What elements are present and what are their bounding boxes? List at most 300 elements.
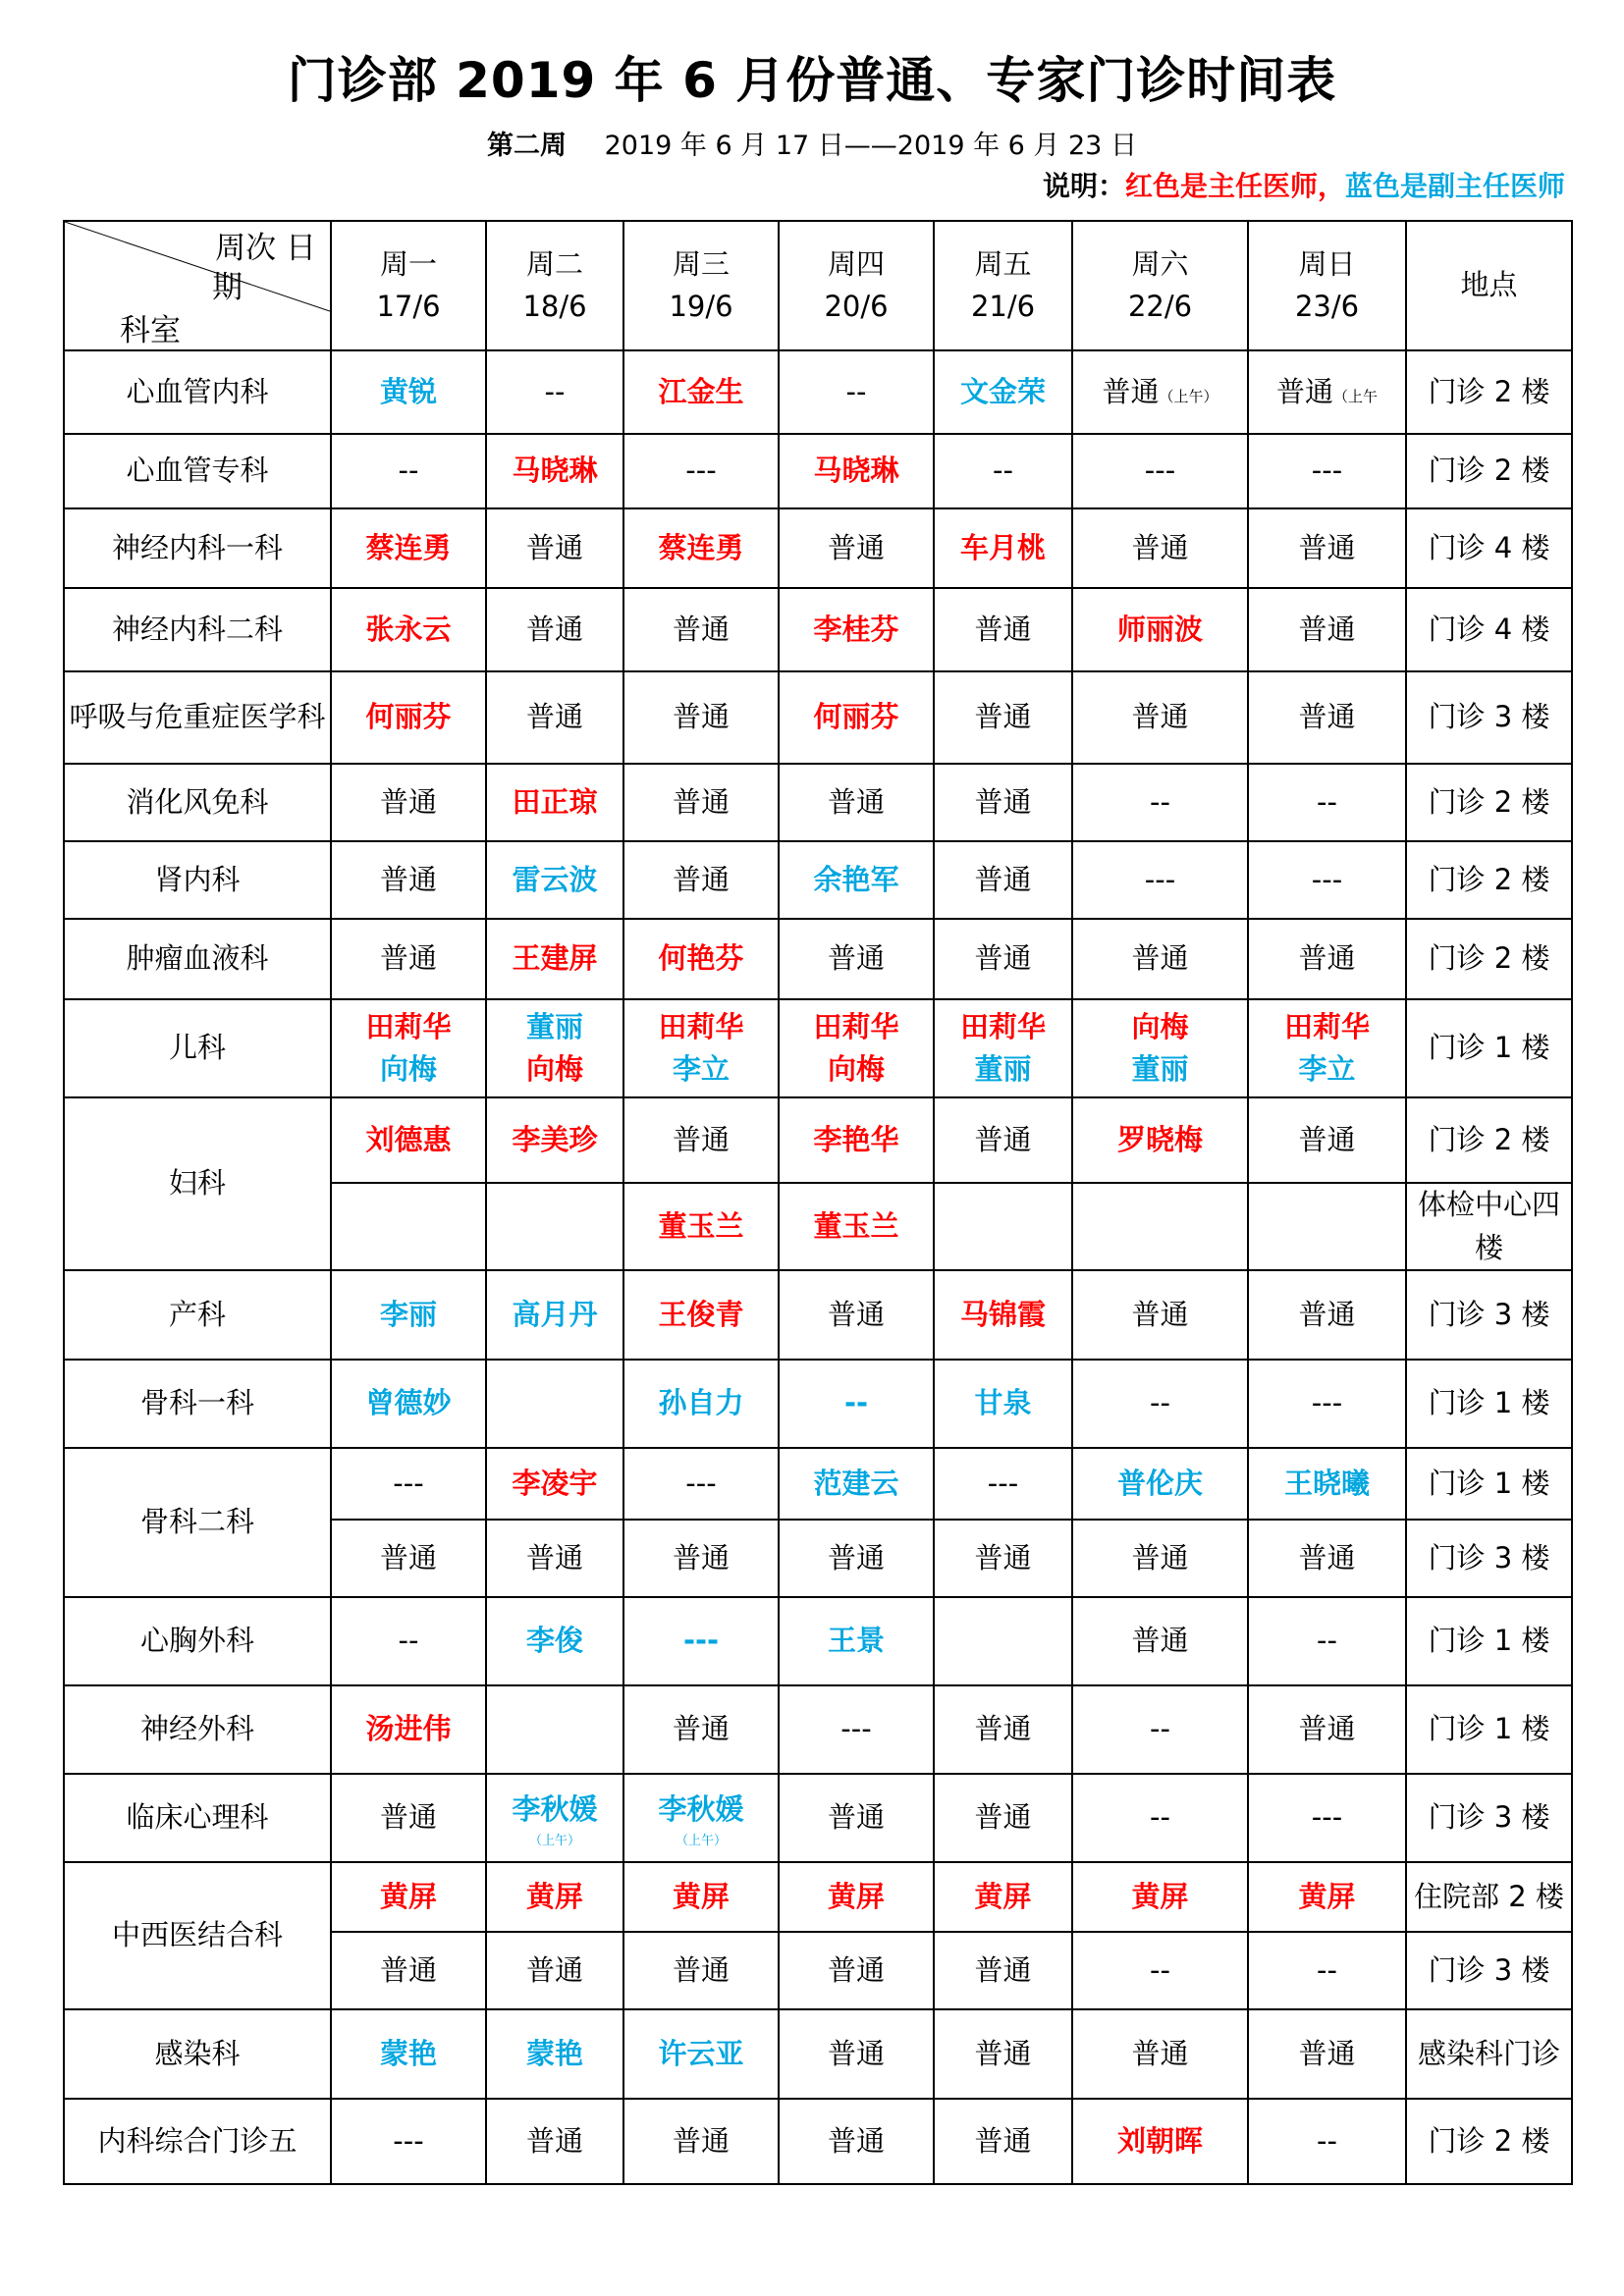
location-cell: 门诊 1 楼 <box>1406 1597 1572 1685</box>
clinic-type: 普通 <box>827 2123 885 2158</box>
clinic-type: 普通 <box>974 784 1032 819</box>
clinic-type: 普通 <box>1298 1540 1356 1575</box>
schedule-cell <box>331 1360 486 1448</box>
doctor-name: 甘泉 <box>974 1386 1032 1420</box>
doctor-name: 王景 <box>827 1624 885 1658</box>
schedule-cell <box>779 919 934 999</box>
day-header-wed <box>623 221 779 350</box>
day-name: 周三 <box>672 246 730 281</box>
schedule-cell <box>486 350 623 434</box>
clinic-type: --- <box>1311 1800 1343 1835</box>
location-header: 地点 <box>1406 221 1572 350</box>
clinic-type: 普通 <box>827 1952 885 1987</box>
doctor-name: 江金生 <box>658 374 744 408</box>
schedule-cell <box>1072 999 1248 1097</box>
day-name: 周六 <box>1131 246 1189 281</box>
clinic-type: -- <box>1317 2123 1337 2158</box>
schedule-cell <box>331 1097 486 1183</box>
clinic-type: --- <box>1144 454 1176 488</box>
clinic-type: -- <box>1317 1952 1337 1987</box>
schedule-cell <box>1248 1774 1406 1862</box>
schedule-cell <box>486 1685 623 1774</box>
schedule-cell <box>486 764 623 841</box>
schedule-cell <box>1248 1183 1406 1270</box>
clinic-type: -- <box>845 374 867 408</box>
doctor-name: 田莉华 <box>658 1009 744 1043</box>
clinic-type: 普通 <box>1275 374 1333 408</box>
schedule-cell <box>1072 1685 1248 1774</box>
header-row <box>64 221 1572 350</box>
schedule-cell <box>331 671 486 764</box>
schedule-cell <box>623 434 779 508</box>
clinic-type: 普通 <box>974 862 1032 896</box>
location-cell: 体检中心四楼 <box>1406 1183 1572 1270</box>
department-name: 心血管专科 <box>64 434 331 508</box>
clinic-type: 普通 <box>1298 2036 1356 2070</box>
schedule-cell <box>1072 434 1248 508</box>
clinic-type: 普通 <box>525 530 583 564</box>
clinic-type: 普通 <box>1298 530 1356 564</box>
schedule-cell <box>1248 841 1406 919</box>
location-cell: 门诊 1 楼 <box>1406 999 1572 1097</box>
doctor-name: 汤进伟 <box>365 1712 452 1746</box>
clinic-type: 普通 <box>672 1952 730 1987</box>
table-row <box>64 841 1572 919</box>
doctor-name: 黄锐 <box>379 374 437 408</box>
clinic-type: --- <box>685 1466 717 1500</box>
schedule-cell <box>934 841 1072 919</box>
clinic-type: --- <box>840 1712 872 1746</box>
schedule-cell <box>623 1862 779 1932</box>
clinic-type: -- <box>398 1624 419 1658</box>
doctor-name: 孙自力 <box>658 1386 744 1420</box>
location-cell: 门诊 3 楼 <box>1406 671 1572 764</box>
schedule-cell <box>934 671 1072 764</box>
clinic-type: 普通 <box>672 784 730 819</box>
day-header-fri <box>934 221 1072 350</box>
clinic-type: 普通 <box>1298 612 1356 646</box>
clinic-type: 普通 <box>379 941 437 976</box>
day-name: 周五 <box>974 246 1032 281</box>
schedule-cell <box>623 1360 779 1448</box>
clinic-type: 普通 <box>672 700 730 734</box>
schedule-cell <box>1248 1932 1406 2009</box>
doctor-name: 余艳军 <box>813 862 899 896</box>
schedule-cell <box>934 1685 1072 1774</box>
clinic-type: 普通 <box>974 2123 1032 2158</box>
schedule-cell <box>331 508 486 588</box>
table-row <box>64 919 1572 999</box>
schedule-cell <box>331 350 486 434</box>
department-name: 骨科一科 <box>64 1360 331 1448</box>
doctor-name: 向梅 <box>1131 1009 1189 1043</box>
clinic-type: -- <box>544 374 566 408</box>
clinic-type: 普通 <box>672 2123 730 2158</box>
doctor-name: 马锦霞 <box>959 1297 1046 1331</box>
schedule-cell <box>331 764 486 841</box>
doctor-name: 李秋媛 <box>658 1791 744 1826</box>
day-name: 周二 <box>525 246 583 281</box>
schedule-cell <box>331 1520 486 1597</box>
day-date: 18/6 <box>522 290 587 323</box>
table-row <box>64 1448 1572 1520</box>
schedule-cell <box>486 1183 623 1270</box>
doctor-name: 李艳华 <box>813 1122 899 1156</box>
clinic-type: 普通 <box>974 700 1032 734</box>
doctor-name: 田正琼 <box>512 784 598 819</box>
schedule-cell <box>1072 764 1248 841</box>
schedule-cell <box>779 764 934 841</box>
schedule-cell <box>1072 1862 1248 1932</box>
schedule-cell <box>934 2009 1072 2099</box>
doctor-name: 李秋媛 <box>512 1791 598 1826</box>
location-cell: 门诊 1 楼 <box>1406 1448 1572 1520</box>
day-name: 周四 <box>827 246 885 281</box>
day-date: 19/6 <box>669 290 733 323</box>
department-name: 中西医结合科 <box>64 1862 331 2009</box>
table-row <box>64 1097 1572 1183</box>
schedule-cell <box>779 588 934 671</box>
schedule-cell <box>779 1183 934 1270</box>
location-cell: 门诊 2 楼 <box>1406 434 1572 508</box>
location-cell: 门诊 2 楼 <box>1406 350 1572 434</box>
schedule-cell <box>1072 1360 1248 1448</box>
clinic-type: 普通 <box>974 1540 1032 1575</box>
location-cell: 门诊 2 楼 <box>1406 1097 1572 1183</box>
schedule-cell <box>331 1597 486 1685</box>
doctor-name: 何丽芬 <box>813 700 899 734</box>
schedule-cell <box>623 2009 779 2099</box>
doctor-name: 王建屏 <box>512 941 598 976</box>
clinic-type: 普通 <box>672 1122 730 1156</box>
doctor-name: 黄屏 <box>827 1879 885 1913</box>
schedule-cell <box>331 1448 486 1520</box>
clinic-type: -- <box>1150 784 1170 819</box>
schedule-cell <box>779 1270 934 1360</box>
schedule-cell <box>1248 764 1406 841</box>
schedule-cell <box>486 841 623 919</box>
schedule-cell <box>331 1685 486 1774</box>
doctor-name: 曾德妙 <box>365 1386 452 1420</box>
schedule-cell <box>331 2009 486 2099</box>
schedule-cell <box>331 588 486 671</box>
clinic-type: 普通 <box>1131 2036 1189 2070</box>
schedule-cell <box>1072 919 1248 999</box>
doctor-name: 蒙艳 <box>379 2036 437 2070</box>
schedule-cell <box>623 1097 779 1183</box>
schedule-cell <box>623 1270 779 1360</box>
schedule-cell <box>934 588 1072 671</box>
clinic-type: 普通 <box>1298 1122 1356 1156</box>
location-cell: 门诊 2 楼 <box>1406 2099 1572 2184</box>
clinic-type: -- <box>1317 784 1337 819</box>
schedule-cell <box>486 671 623 764</box>
schedule-cell <box>934 508 1072 588</box>
department-name: 感染科 <box>64 2009 331 2099</box>
schedule-cell <box>1248 1448 1406 1520</box>
location-cell: 门诊 2 楼 <box>1406 841 1572 919</box>
schedule-cell <box>486 1774 623 1862</box>
schedule-cell <box>1248 1862 1406 1932</box>
table-row <box>64 588 1572 671</box>
doctor-name: --- <box>682 1624 720 1658</box>
schedule-cell <box>486 1360 623 1448</box>
schedule-cell <box>779 1685 934 1774</box>
location-cell: 门诊 4 楼 <box>1406 588 1572 671</box>
doctor-name: 黄屏 <box>1131 1879 1189 1913</box>
clinic-type: --- <box>1311 1386 1343 1420</box>
day-date: 20/6 <box>824 290 889 323</box>
clinic-type: 普通 <box>1131 1297 1189 1331</box>
schedule-cell <box>486 1862 623 1932</box>
doctor-name: 蒙艳 <box>525 2036 583 2070</box>
day-header-sat <box>1072 221 1248 350</box>
legend-red: 红色是主任医师， <box>1124 170 1345 202</box>
schedule-cell <box>623 1597 779 1685</box>
schedule-cell <box>486 1270 623 1360</box>
table-row <box>64 2009 1572 2099</box>
schedule-cell <box>934 1097 1072 1183</box>
schedule-cell <box>1248 2099 1406 2184</box>
schedule-cell <box>623 588 779 671</box>
clinic-type: 普通 <box>1298 1712 1356 1746</box>
schedule-cell <box>779 1448 934 1520</box>
doctor-name: 向梅 <box>827 1052 885 1086</box>
doctor-name: 李桂芬 <box>813 612 899 646</box>
table-row <box>64 2099 1572 2184</box>
schedule-cell <box>1248 1097 1406 1183</box>
schedule-cell <box>486 1520 623 1597</box>
clinic-type: 普通 <box>1298 1297 1356 1331</box>
schedule-cell <box>1248 671 1406 764</box>
table-row <box>64 1270 1572 1360</box>
schedule-cell <box>779 508 934 588</box>
clinic-type: 普通 <box>672 1540 730 1575</box>
schedule-cell <box>779 1520 934 1597</box>
schedule-cell <box>779 1097 934 1183</box>
schedule-cell <box>779 1774 934 1862</box>
schedule-cell <box>331 1774 486 1862</box>
table-row <box>64 350 1572 434</box>
clinic-type: 普通 <box>379 1952 437 1987</box>
day-name: 周一 <box>379 246 437 281</box>
legend-blue: 蓝色是副主任医师 <box>1344 170 1565 202</box>
doctor-name: 刘朝晖 <box>1116 2123 1203 2158</box>
schedule-cell <box>486 2009 623 2099</box>
schedule-cell <box>331 1270 486 1360</box>
clinic-type: 普通 <box>525 700 583 734</box>
schedule-cell <box>934 1448 1072 1520</box>
table-row <box>64 671 1572 764</box>
clinic-type: 普通 <box>1298 700 1356 734</box>
location-cell: 住院部 2 楼 <box>1406 1862 1572 1932</box>
schedule-cell <box>1248 1685 1406 1774</box>
doctor-name: 何丽芬 <box>365 700 452 734</box>
doctor-name: 董丽 <box>1131 1052 1189 1086</box>
clinic-type: 普通 <box>974 2036 1032 2070</box>
schedule-cell <box>623 350 779 434</box>
doctor-name: 田莉华 <box>1283 1009 1370 1043</box>
doctor-name: 车月桃 <box>959 530 1046 564</box>
clinic-type: 普通 <box>827 530 885 564</box>
schedule-cell <box>623 764 779 841</box>
clinic-type: 普通 <box>379 1800 437 1835</box>
schedule-cell <box>1072 1774 1248 1862</box>
department-name: 肿瘤血液科 <box>64 919 331 999</box>
schedule-cell <box>779 350 934 434</box>
schedule-cell <box>486 999 623 1097</box>
schedule-cell <box>1072 1270 1248 1360</box>
doctor-name: 李美珍 <box>512 1122 598 1156</box>
doctor-name: 王晓曦 <box>1283 1466 1370 1500</box>
clinic-type: 普通 <box>827 1540 885 1575</box>
doctor-name: 向梅 <box>525 1052 583 1086</box>
table-row <box>64 434 1572 508</box>
day-header-tue <box>486 221 623 350</box>
doctor-name: 罗晓梅 <box>1116 1122 1203 1156</box>
department-name: 肾内科 <box>64 841 331 919</box>
doctor-name: 马晓琳 <box>512 454 598 488</box>
date-range-text: 2019 年 6 月 17 日——2019 年 6 月 23 日 <box>604 131 1137 161</box>
schedule-cell <box>934 919 1072 999</box>
schedule-cell <box>486 434 623 508</box>
schedule-cell <box>779 841 934 919</box>
department-name: 妇科 <box>64 1097 331 1270</box>
corner-header <box>64 221 331 350</box>
schedule-cell <box>934 434 1072 508</box>
clinic-type: 普通 <box>672 1712 730 1746</box>
corner-dept-label: 科室 <box>120 313 181 348</box>
clinic-type: 普通 <box>672 612 730 646</box>
location-cell: 门诊 4 楼 <box>1406 508 1572 588</box>
day-header-thu <box>779 221 934 350</box>
table-row <box>64 1597 1572 1685</box>
department-name: 临床心理科 <box>64 1774 331 1862</box>
schedule-cell <box>934 350 1072 434</box>
doctor-name: 董玉兰 <box>813 1208 899 1243</box>
schedule-cell <box>934 999 1072 1097</box>
schedule-cell <box>1072 841 1248 919</box>
clinic-type: 普通 <box>827 1297 885 1331</box>
clinic-type: 普通 <box>827 784 885 819</box>
doctor-name: 刘德惠 <box>365 1122 452 1156</box>
day-header-mon <box>331 221 486 350</box>
day-date: 17/6 <box>376 290 441 323</box>
doctor-name: 蔡连勇 <box>658 530 744 564</box>
schedule-cell <box>486 508 623 588</box>
day-date: 22/6 <box>1127 290 1193 323</box>
doctor-name: 黄屏 <box>525 1879 583 1913</box>
doctor-name: 黄屏 <box>1298 1879 1356 1913</box>
doctor-name: 马晓琳 <box>813 454 899 488</box>
clinic-type: -- <box>1317 1624 1337 1658</box>
table-row <box>64 999 1572 1097</box>
schedule-cell <box>1248 350 1406 434</box>
doctor-name: 董丽 <box>525 1009 583 1043</box>
clinic-type: 普通 <box>525 2123 583 2158</box>
clinic-type: -- <box>993 454 1013 488</box>
doctor-name: 田莉华 <box>813 1009 899 1043</box>
schedule-cell <box>1072 1183 1248 1270</box>
clinic-type: 普通 <box>379 1540 437 1575</box>
schedule-cell <box>934 2099 1072 2184</box>
week-label: 第二周 <box>487 131 568 161</box>
schedule-cell <box>331 919 486 999</box>
department-name: 儿科 <box>64 999 331 1097</box>
schedule-cell <box>779 1862 934 1932</box>
schedule-cell <box>486 1597 623 1685</box>
schedule-cell <box>934 1270 1072 1360</box>
doctor-name: 张永云 <box>365 612 452 646</box>
schedule-cell <box>623 1932 779 2009</box>
location-cell: 门诊 3 楼 <box>1406 1774 1572 1862</box>
doctor-name: 李立 <box>672 1052 730 1086</box>
department-name: 心血管内科 <box>64 350 331 434</box>
doctor-name: 田莉华 <box>365 1009 452 1043</box>
schedule-cell <box>779 2009 934 2099</box>
department-name: 神经内科二科 <box>64 588 331 671</box>
department-name: 呼吸与危重症医学科 <box>64 671 331 764</box>
schedule-cell <box>1248 2009 1406 2099</box>
session-note: （上午） <box>675 1834 727 1849</box>
clinic-type: --- <box>1311 454 1343 488</box>
schedule-cell <box>934 1774 1072 1862</box>
schedule-cell <box>623 999 779 1097</box>
department-name: 内科综合门诊五 <box>64 2099 331 2184</box>
schedule-cell <box>779 1360 934 1448</box>
schedule-cell <box>1248 1597 1406 1685</box>
department-name: 骨科二科 <box>64 1448 331 1597</box>
schedule-cell <box>1072 1597 1248 1685</box>
schedule-cell <box>934 1862 1072 1932</box>
clinic-type: --- <box>393 2123 424 2158</box>
doctor-name: 董丽 <box>974 1052 1032 1086</box>
schedule-cell <box>1072 1097 1248 1183</box>
schedule-cell <box>331 1932 486 2009</box>
schedule-cell <box>779 2099 934 2184</box>
clinic-type: 普通 <box>974 612 1032 646</box>
doctor-name: 许云亚 <box>658 2036 744 2070</box>
schedule-cell <box>623 671 779 764</box>
doctor-name: 黄屏 <box>974 1879 1032 1913</box>
schedule-cell <box>1072 1932 1248 2009</box>
session-note: （上午） <box>528 1834 580 1849</box>
schedule-cell <box>1248 919 1406 999</box>
schedule-cell <box>486 1448 623 1520</box>
schedule-cell <box>1248 999 1406 1097</box>
schedule-cell <box>934 1360 1072 1448</box>
department-name: 产科 <box>64 1270 331 1360</box>
schedule-cell <box>1072 671 1248 764</box>
location-cell: 感染科门诊 <box>1406 2009 1572 2099</box>
schedule-cell <box>623 1183 779 1270</box>
department-name: 神经外科 <box>64 1685 331 1774</box>
schedule-cell <box>486 588 623 671</box>
schedule-cell <box>331 2099 486 2184</box>
schedule-cell <box>331 841 486 919</box>
clinic-type: 普通 <box>974 1800 1032 1835</box>
schedule-cell <box>1072 350 1248 434</box>
clinic-type: 普通 <box>974 1122 1032 1156</box>
clinic-type: 普通 <box>379 862 437 896</box>
schedule-cell <box>623 2099 779 2184</box>
schedule-cell <box>486 2099 623 2184</box>
table-row <box>64 1360 1572 1448</box>
corner-period-label: 期 <box>212 270 243 305</box>
schedule-cell <box>779 671 934 764</box>
clinic-type: 普通 <box>1131 1540 1189 1575</box>
doctor-name: 范建云 <box>813 1466 899 1500</box>
